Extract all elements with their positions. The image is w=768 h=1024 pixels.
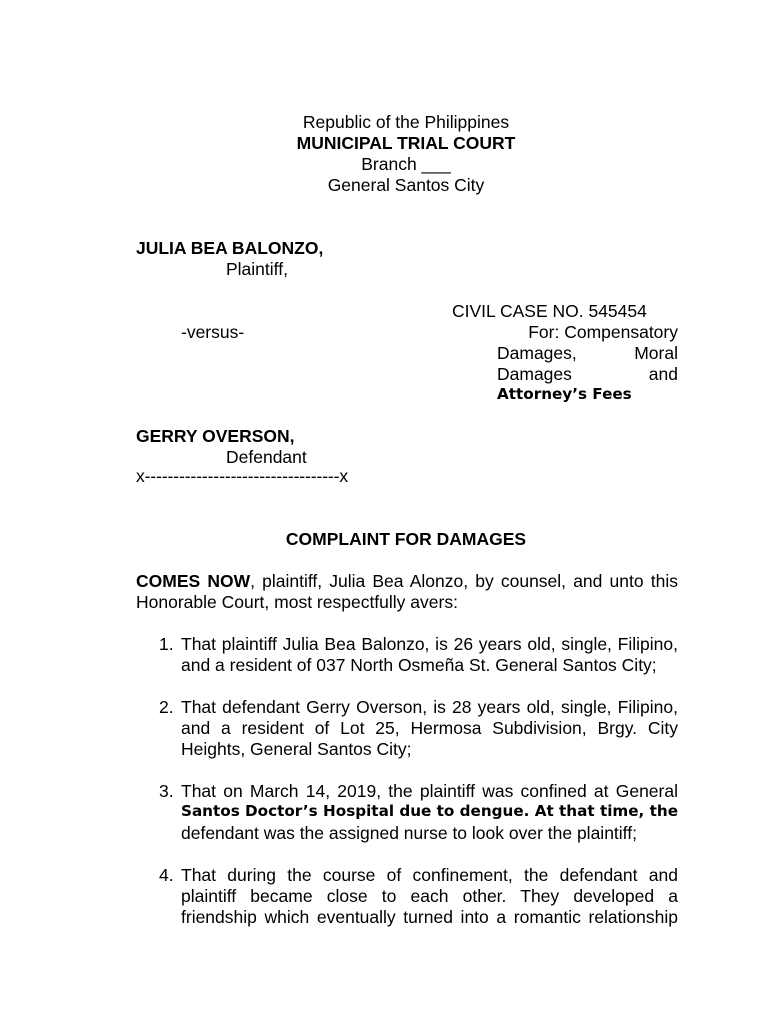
intro-line2: Honorable Court, most respectfully avers: <box>136 592 458 612</box>
item-number: 2. <box>159 697 174 717</box>
defendant-name: GERRY OVERSON, <box>136 426 295 446</box>
court-header-branch: Branch ___ <box>361 154 451 174</box>
item-number: 1. <box>159 634 174 654</box>
plaintiff-role: Plaintiff, <box>226 259 288 279</box>
court-header-city: General Santos City <box>327 175 485 195</box>
case-for-line1: For: Compensatory <box>528 322 678 342</box>
case-number: CIVIL CASE NO. 545454 <box>452 301 647 321</box>
item-line: That defendant Gerry Overson, is 28 years old, single, Filipino, <box>181 697 678 717</box>
caption-separator: x----------------------------------x <box>136 466 349 486</box>
item-number: 4. <box>159 865 174 885</box>
court-header-republic: Republic of the Philippines <box>302 112 510 132</box>
court-header-court-name: MUNICIPAL TRIAL COURT <box>296 133 516 153</box>
case-for-line3: Damages and <box>497 364 678 384</box>
versus-label: -versus- <box>181 322 245 342</box>
intro-line1-rest: , plaintiff, Julia Bea Alonzo, by counsel, and unto this <box>250 571 678 591</box>
item-line: defendant was the assigned nurse to look over the plaintiff; <box>181 823 637 843</box>
defendant-role: Defendant <box>226 447 307 467</box>
item-line: Heights, General Santos City; <box>181 739 412 759</box>
plaintiff-name: JULIA BEA BALONZO, <box>136 238 324 258</box>
item-line: friendship which eventually turned into a romantic relationship <box>181 907 678 927</box>
item-line: That on March 14, 2019, the plaintiff was confined at General <box>181 781 678 801</box>
item-number: 3. <box>159 781 174 801</box>
case-for-line4: Attorney’s Fees <box>497 385 632 403</box>
item-line: That during the course of confinement, the defendant and <box>181 865 678 885</box>
item-line: Santos Doctor’s Hospital due to dengue. At that time, the <box>181 802 678 820</box>
item-line: and a resident of 037 North Osmeña St. General Santos City; <box>181 655 657 675</box>
item-line: plaintiff became close to each other. They developed a <box>181 886 678 906</box>
case-for-line2: Damages, Moral <box>497 343 678 363</box>
item-line: and a resident of Lot 25, Hermosa Subdivision, Brgy. City <box>181 718 678 738</box>
intro-lead: COMES NOW <box>136 571 251 591</box>
intro-line1 <box>136 571 678 592</box>
document-title: COMPLAINT FOR DAMAGES <box>285 529 527 549</box>
item-line: That plaintiff Julia Bea Balonzo, is 26 years old, single, Filipino, <box>181 634 678 654</box>
